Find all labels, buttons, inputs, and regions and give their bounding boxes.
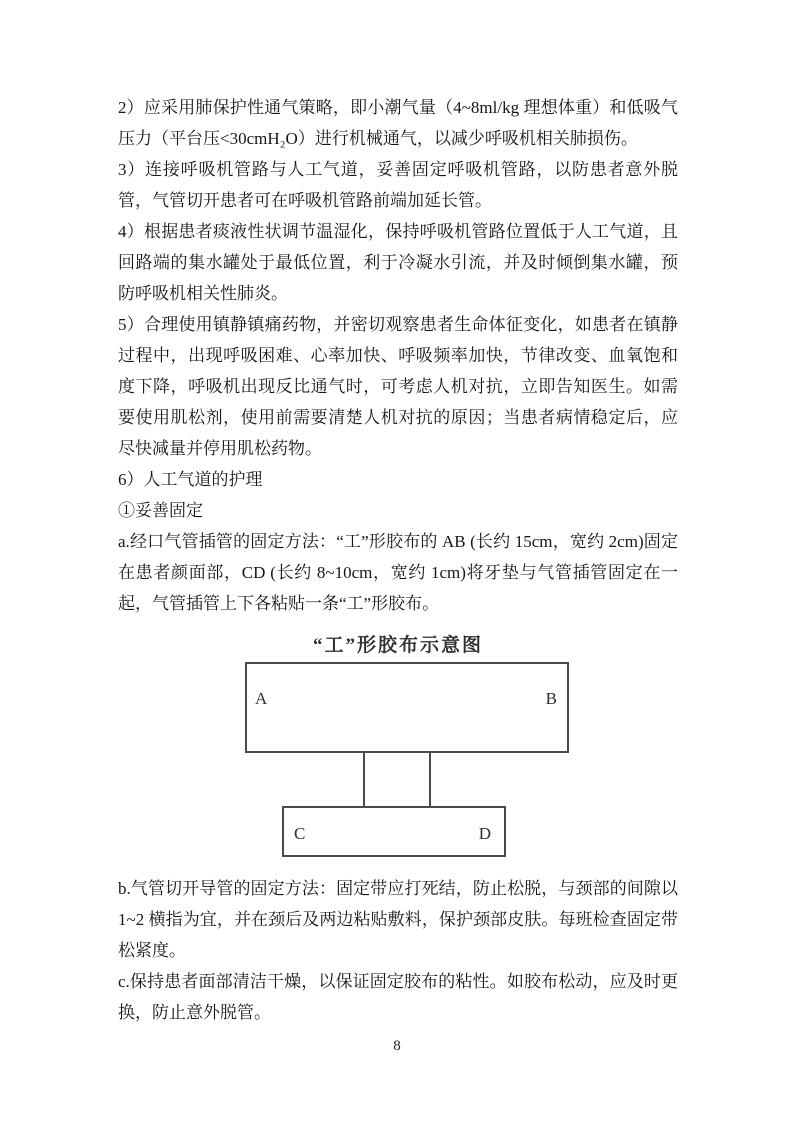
diagram-label-d: D: [478, 824, 491, 843]
paragraph-lung-protective-ventilation: 2）应采用肺保护性通气策略，即小潮气量（4~8ml/kg 理想体重）和低吸气压力（平台压<30cmH₂O）进行机械通气，以减少呼吸机相关肺损伤。: [118, 98, 678, 148]
page-number: 8: [393, 1038, 401, 1054]
paragraph-circuit-connection: 3）连接呼吸机管路与人工气道，妥善固定呼吸机管路，以防患者意外脱管，气管切开患者可在呼吸机管路前端加延长管。: [118, 160, 678, 210]
paragraph-tracheostomy-tube-fixation: b.气管切开导管的固定方法：固定带应打死结，防止松脱，与颈部的间隙以 1~2 横指为宜，并在颈后及两边粘贴敷料，保护颈部皮肤。每班检查固定带松紧度。: [118, 879, 678, 960]
paragraph-humidification-water-trap: 4）根据患者痰液性状调节温湿化，保持呼吸机管路位置低于人工气道，且回路端的集水罐处于最低位置，利于冷凝水引流，并及时倾倒集水罐，预防呼吸机相关性肺炎。: [118, 222, 678, 303]
i-shaped-tape-diagram: [118, 634, 678, 858]
document-body: [118, 92, 678, 1028]
heading-secure-fixation: ①妥善固定: [118, 501, 203, 520]
diagram-connector-line-right: [429, 752, 431, 807]
diagram-top-rectangle: [245, 662, 569, 753]
diagram-bottom-rectangle: [282, 806, 506, 857]
paragraph-oral-intubation-fixation: a.经口气管插管的固定方法：“工”形胶布的 AB (长约 15cm，宽约 2cm)固定在患者颜面部，CD (长约 8~10cm，宽约 1cm)将牙垫与气管插管固定在一起，气管插管上下各粘贴一条“工”形胶布。: [118, 532, 678, 613]
diagram-label-c: C: [294, 824, 306, 843]
heading-artificial-airway-care: 6）人工气道的护理: [118, 470, 263, 489]
diagram-label-a: A: [255, 689, 268, 708]
paragraph-keep-face-clean: c.保持患者面部清洁干燥，以保证固定胶布的粘性。如胶布松动，应及时更换，防止意外脱管。: [118, 972, 678, 1022]
diagram-title: “工”形胶布示意图: [312, 635, 483, 656]
diagram-connector-line-left: [363, 752, 365, 807]
paragraph-sedation-monitoring: 5）合理使用镇静镇痛药物，并密切观察患者生命体征变化，如患者在镇静过程中，出现呼吸困难、心率加快、呼吸频率加快，节律改变、血氧饱和度下降，呼吸机出现反比通气时，可考虑人机对抗，立即告知医生。如需要使用肌松剂，使用前需要清楚人机对抗的原因；当患者病情稳定后，应尽快减量并停用肌松药物。: [118, 315, 678, 458]
diagram-label-b: B: [545, 689, 557, 708]
